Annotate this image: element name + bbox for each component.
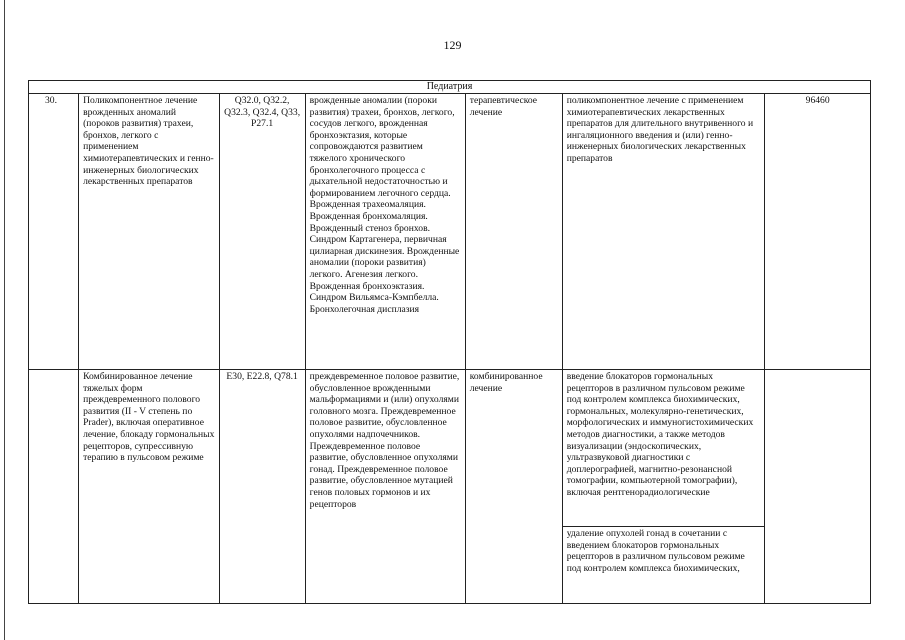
page-margin-rule <box>4 0 5 640</box>
treatment-type: комбинированное лечение <box>465 370 562 604</box>
row-number: 30. <box>29 94 79 370</box>
treatment-method-part: введение блокаторов гормональных рецепторов в различном пульсовом режиме под контролем комплекса биохимических, гормональных, молекулярно-генетических, морфологических и иммуногистохимических методов диагностики, а также методов визуализации (эндоскопических, ультразвуковой диагностики с доплерографией, магнитно-резонансной томографии, компьютерной томографии), включая рентгенорадиологические <box>566 371 754 498</box>
icd-codes: E30, E22.8, Q78.1 <box>219 370 305 604</box>
table-row <box>29 94 871 370</box>
treatment-method: поликомпонентное лечение с применением химиотерапевтических лекарственных препаратов для длительного внутривенного и ингаляционного введения и (или) генно-инженерных биологических лекарственных препаратов <box>562 94 765 370</box>
procedures-table <box>28 80 871 604</box>
treatment-method <box>562 370 765 604</box>
patient-model: врожденные аномалии (пороки развития) трахеи, бронхов, легкого, сосудов легкого, врожденная бронхоэктазия, которые сопровождаются развитием тяжелого хронического бронхолегочного процесса с дыхательной недостаточностью и формированием легочного сердца. Врожденная трахеомаляция. Врожденная бронхомаляция. Врожденный стеноз бронхов. Синдром Картагенера, первичная цилиарная дискинезия. Врожденные аномалии (пороки развития) легкого. Агенезия легкого. Врожденная бронхоэктазия. Синдром Вильямса-Кэмпбелла. Бронхолегочная дисплазия <box>305 94 465 370</box>
patient-model: преждевременное половое развитие, обусловленное врожденными мальформациями и (или) опухолями головного мозга. Преждевременное половое развитие, обусловленное опухолями надпочечников. Преждевременное половое развитие, обусловленное опухолями гонад. Преждевременное половое развитие, обусловленное мутацией генов половых гормонов и их рецепторов <box>305 370 465 604</box>
section-title: Педиатрия <box>29 81 871 94</box>
row-number <box>29 370 79 604</box>
cost-value: 96460 <box>765 94 871 370</box>
treatment-type: терапевтическое лечение <box>465 94 562 370</box>
cost-value <box>765 370 871 604</box>
treatment-method-part: удаление опухолей гонад в сочетании с введением блокаторов гормональных рецепторов в различном пульсовом режиме под контролем комплекса биохимических, <box>563 526 765 575</box>
section-header-row <box>29 81 871 94</box>
treatment-name: Поликомпонентное лечение врожденных аномалий (пороков развития) трахеи, бронхов, легкого с применением химиотерапевтических и генно-инженерных биологических лекарственных препаратов <box>79 94 220 370</box>
page-number: 129 <box>443 38 462 52</box>
icd-codes: Q32.0, Q32.2, Q32.3, Q32.4, Q33, P27.1 <box>219 94 305 370</box>
table-row <box>29 370 871 604</box>
treatment-name: Комбинированное лечение тяжелых форм преждевременного полового развития (II - V степень по Prader), включая оперативное лечение, блокаду гормональных рецепторов, супрессивную терапию в пульсовом режиме <box>79 370 220 604</box>
